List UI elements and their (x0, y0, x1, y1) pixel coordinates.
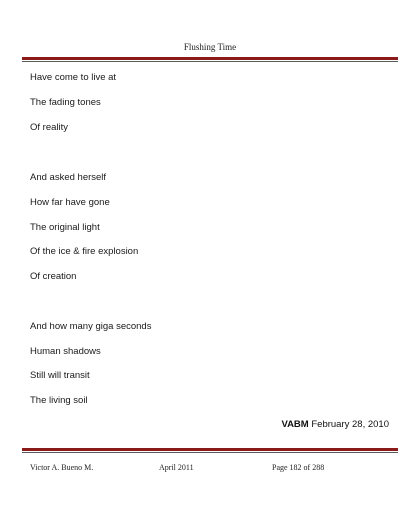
page-header-title: Flushing Time (183, 42, 237, 52)
poem-line: How far have gone (30, 197, 110, 208)
poem-line: Of reality (30, 122, 69, 133)
poem-line: And how many giga seconds (30, 321, 152, 332)
footer-date: April 2011 (159, 463, 194, 472)
header-rule-thin (22, 61, 398, 62)
poem-line: Human shadows (30, 346, 101, 357)
poem-line: Still will transit (30, 370, 90, 381)
poem-signature (281, 419, 389, 430)
poem-line: Of the ice & fire explosion (30, 246, 139, 257)
signature-date: February 28, 2010 (311, 419, 389, 430)
footer-author: Victor A. Bueno M. (30, 463, 94, 472)
footer-page-number: Page 182 of 288 (272, 463, 325, 472)
poem-line: The original light (30, 222, 100, 233)
header-rule (22, 57, 398, 60)
poem-line: Of creation (30, 271, 77, 282)
poem-line: The living soil (30, 395, 88, 406)
footer-rule (22, 448, 398, 451)
poem-line: The fading tones (30, 97, 101, 108)
poem-line: Have come to live at (30, 72, 117, 83)
footer-rule-thin (22, 452, 398, 453)
signature-initials: VABM (281, 419, 309, 430)
poem-line: And asked herself (30, 172, 107, 183)
